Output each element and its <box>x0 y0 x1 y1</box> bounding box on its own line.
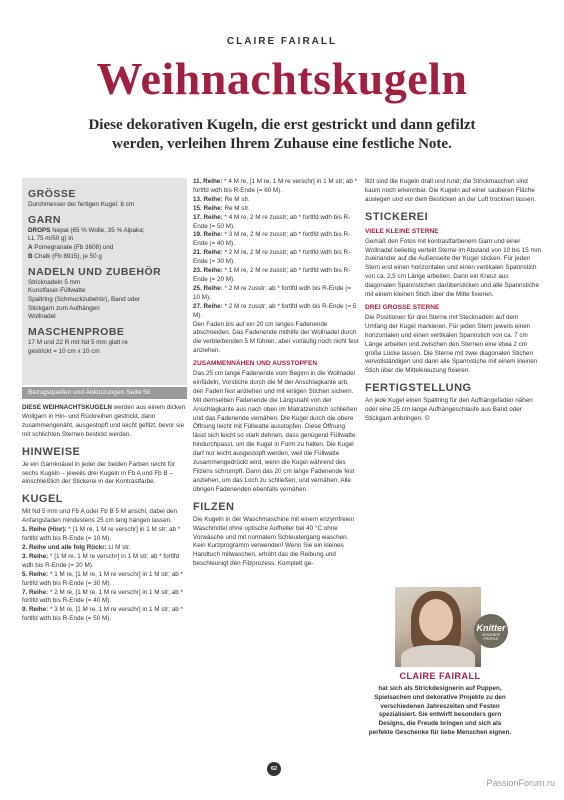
hinweise-text: Je ein Garnknäuel in jeder der beiden Farben reicht für sechs Kugeln – jeweils drei Kugeln in Fb A und Fb B – einschließlich der Stickerei in der Kontrastfarbe. <box>22 460 175 486</box>
column-3 <box>365 178 541 424</box>
filzen-continued: filzt sind die Kugeln drall und rund; die Strickmaschen sind kaum noch erkennbar. Die Kugeln auf einer sauberen Fläche auslegen und vor dem Besticken an der Luft trocknen lassen. <box>365 178 536 203</box>
garn-color-a: A Pomegranate (Fb 3608) und <box>28 244 114 252</box>
groesse-text: Durchmesser der fertigen Kugel: 8 cm <box>28 201 135 208</box>
row-instruction: 2. Reihe und alle folg Rückr: Li M str. <box>22 543 131 551</box>
row-instruction: 15. Reihe: Re M str. <box>193 204 250 212</box>
column-1 <box>22 404 187 624</box>
finish-row-text: Den Faden bis auf ein 20 cm langes Fadenende abschneiden. Das Fadenende mithilfe der Wollnadel durch die verbleibenden 5 M führen, aber vorläufig noch nicht fest anziehen. <box>193 320 359 355</box>
nadeln-line: Stricknadeln 5 mm <box>28 278 81 286</box>
column-2 <box>193 178 359 569</box>
zusammennaehen-heading: ZUSAMMENNÄHEN UND AUSSTOPFEN <box>193 360 318 368</box>
zusammennaehen-text: Das 25 cm lange Fadenende vom Beginn in die Wollnadel einfädeln, Vorstiche durch die M der Anschlagkante arb, den Faden fest anziehen und mit einigen Stichen sichern. Mit demselben Fadenende die Längsnaht von der Anschlagkante aus nach oben im Matratzenstich schließen und das Fadenende vernähen. Die Kugel durch die obere Öffnung leicht mit Füllwatte ausstopfen. Diese Öffnung lässt sich leicht so stark dehnen, dass genügend Füllwatte hindurchpasst, um die Kugel in Form zu halten. Die Kugel darf nur leicht ausgestopft werden, weil die Füllwatte zusammengedrückt wird, wenn die Kugel während des Filzens schrumpft. Dann das 20 cm lange Fadenende fest anziehen, um das Loch zu schließen, und vernähen. Alle übrigen Fadenenden ebenfalls vernähen. <box>193 370 358 493</box>
row-instruction: 11. Reihe: * 4 M re, [1 M re, 1 M re verschr] in 1 M str; ab * fortlfd wdh bis R-Ende (= 60 M). <box>193 178 358 194</box>
fertigstellung-text: An jede Kugel einen Spaltring für den Aufhängefaden nähen oder eine 25 cm lange Aufhängeschlaufe aus Band oder Stickgarn anbringen. ❂ <box>365 397 533 423</box>
row-instruction: 13. Reihe: Re M str. <box>193 195 250 203</box>
sources-link[interactable]: Bezugsquellen und Abkürzungen Seite 50 <box>22 387 187 399</box>
row-instruction: 25. Reihe: * 2 M re zusstr; ab * fortlfd wdh bis R-Ende (= 10 M). <box>193 284 352 301</box>
nadeln-line: Stickgarn zum Aufhängen <box>28 304 100 312</box>
page-subtitle: Diese dekorativen Kugeln, die erst gestrickt und dann gefilzt werden, verleihen Ihrem Zuhause eine festliche Note. <box>88 117 476 152</box>
author-kicker: CLAIRE FAIRALL <box>226 36 338 47</box>
maschenprobe-line-1: 17 M und 22 R mit Nd 5 mm glatt re <box>28 339 128 347</box>
row-instruction: 17. Reihe: * 4 M re, 2 M re zusstr; ab * fortlfd wdh bis R-Ende (= 50 M). <box>193 213 351 230</box>
row-instruction: 7. Reihe: * 2 M re, [1 M re, 1 M re verschr] in 1 M str; ab * fortlfd wdh bis R-Ende (= 40 M). <box>22 588 183 605</box>
row-instruction: 23. Reihe: * 1 M re, 2 M re zusstr; ab * fortlfd wdh bis R-Ende (= 20 M). <box>193 267 351 283</box>
materials-box <box>22 178 187 385</box>
garn-line-2: LL 75 m/50 g) in <box>28 235 74 243</box>
filzen-heading: FILZEN <box>193 500 235 513</box>
nadeln-line: Wollnadel <box>28 313 56 321</box>
groesse-heading: GRÖSSE <box>28 188 76 200</box>
page-number: 62 <box>267 762 281 776</box>
maschenprobe-line-2: gestrickt = 10 cm x 10 cm <box>28 347 100 355</box>
garn-line-1: DROPS Nepal (65 % Wolle, 35 % Alpaka; <box>28 226 145 234</box>
filzen-text: Die Kugeln in der Waschmaschine mit einem enzymfreien Waschmittel ohne optische Aufheller bei 40 °C ohne Vorwäsche und mit normalem Schleudergang waschen. Kein Kurzprogramm verwenden! Wenn Sie ein kleines Handtuch mitwaschen, erhöht das die Reibung und beschleunigt den Filzprozess. Komplett ge- <box>193 515 355 568</box>
row-instruction: 19. Reihe: * 3 M re, 2 M re zusstr; ab * fortlfd wdh bis R-Ende (= 40 M). <box>193 231 351 248</box>
nadeln-line: Spaltring (Schmuckzubehör), Band oder <box>28 295 141 303</box>
hinweise-heading: HINWEISE <box>22 445 81 458</box>
kleine-sterne-text: Gemäß den Fotos mit kontrastfarbenem Garn und einer Wollnadel beliebig verteilt Sterne im Abstand von 10 bis 15 mm zueinander auf die Außenseite der Kugel sticken. Für jeden Stern erst einen horizontalen und einen vertikalen Spannstich von ca. 2,5 cm Länge arbeiten. Dann ein Kreuz aus diagonalen Spannstichen darübersticken und alle Spannstiche mit einem kleinen Stich über die Mitte fixieren. <box>365 237 541 299</box>
grosse-sterne-heading: DREI GROSSE STERNE <box>365 303 440 311</box>
row-instruction: 9. Reihe: * 3 M re, [1 M re, 1 M re verschr] in 1 M str; ab * fortlfd wdh bis R-Ende (= 50 M). <box>22 606 183 623</box>
intro-paragraph: DIESE WEIHNACHTSKUGELN werden aus einem dicken Wollgarn in Hin- und Rückreihen gestrickt, dann zusammengenäht, ausgestopft und leicht gefilzt, bevor sie mit schlichten Sternen bestickt werden. <box>22 404 186 438</box>
knitter-badge-icon: Knitter <box>474 614 508 648</box>
row-instruction: 1. Reihe (Hinr): * [1 M re, 1 M re verschr] in 1 M str; ab * fortlfd wdh bis R-Ende (= 10 M). <box>22 526 181 543</box>
fertigstellung-heading: FERTIGSTELLUNG <box>365 382 472 395</box>
row-instruction: 5. Reihe: * 1 M re, [1 M re, 1 M re verschr] in 1 M str; ab * fortlfd wdh bis R-Ende (= 30 M). <box>22 570 183 587</box>
row-instruction: 3. Reihe: * [1 M re, 1 M re verschr] in 1 M str; ab * fortlfd wdh bis R-Ende (= 20 M). <box>22 552 180 569</box>
garn-heading: GARN <box>28 213 61 226</box>
stickerei-heading: STICKEREI <box>365 210 429 223</box>
kleine-sterne-heading: VIELE KLEINE STERNE <box>365 227 439 235</box>
watermark: PassionForum.ru <box>486 778 555 788</box>
end-mark-icon: ❂ <box>424 415 430 423</box>
maschenprobe-heading: MASCHENPROBE <box>28 326 125 339</box>
author-photo <box>395 587 481 667</box>
knitter-badge-subtitle: DESIGNER PROFILE <box>481 633 501 641</box>
author-bio: hat sich als Strickdesignerin auf Puppen, Spielsachen und dekorative Projekte zu den verschiedenen Jahreszeiten und Festen spezialisiert. Sie entwirft besonders gern Designs, die Freude bringen und sich als perfekte Geschenke für liebe Menschen eignen. <box>368 685 512 736</box>
row-instruction: 27. Reihe: * 2 M re zusstr; ab * fortlfd wdh bis R-Ende (= 5 M). <box>193 302 357 319</box>
page-title: Weihnachtskugeln <box>96 53 468 104</box>
row-instruction: 21. Reihe: * 2 M re, 2 M re zusstr; ab * fortlfd wdh bis R-Ende (= 30 M). <box>193 249 351 266</box>
nadeln-heading: NADELN UND ZUBEHÖR <box>28 265 162 278</box>
nadeln-line: Kunstfaser-Füllwatte <box>28 287 86 295</box>
garn-color-b: B Chalk (Fb 8915), je 50 g <box>28 252 102 260</box>
grosse-sterne-text: Die Positionen für drei Sterne mit Stecknadeln auf dem Umfang der Kugel markieren. Für jeden Stern jeweils einen horizontalen und einen vertikalen Spannstich von ca. 7 cm Länge arbeiten und zwischen den Sternen eine etwa 2 cm große Lücke lassen. Die Sterne mit zwei diagonalen Stichen vervollständigen und dann alle Spannstiche mit einem kleinen Stich über die Mittelkreuzung fixieren. <box>365 313 538 375</box>
author-name: CLAIRE FAIRALL <box>399 671 481 681</box>
kugel-heading: KUGEL <box>22 493 63 506</box>
kugel-intro: Mit Nd 5 mm und Fb A oder Fb B 5 M anschl, dabei den Anfangsfaden mindestens 25 cm lang hängen lassen. <box>22 508 178 525</box>
